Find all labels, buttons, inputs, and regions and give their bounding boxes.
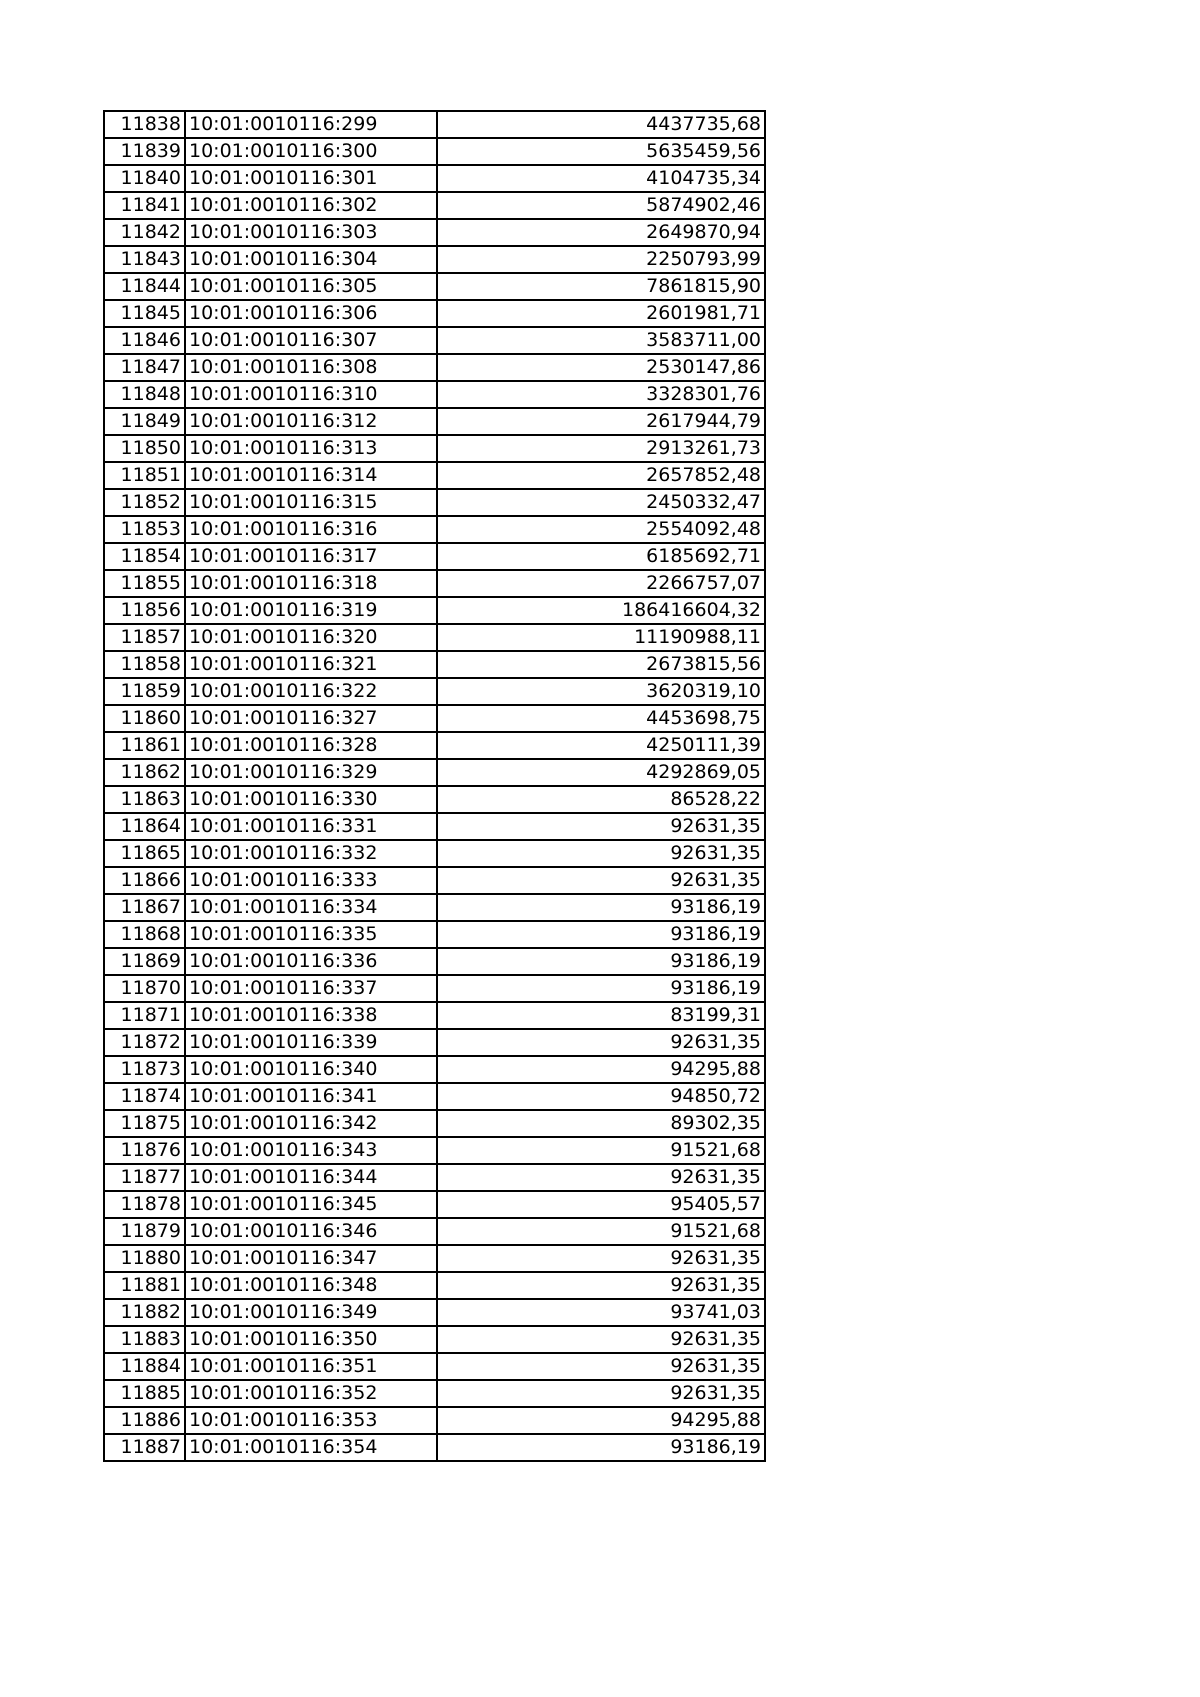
row-number-cell: 11840 xyxy=(104,165,185,192)
table-row xyxy=(104,408,765,435)
cadastral-value-cell: 4292869,05 xyxy=(437,759,765,786)
table-row xyxy=(104,192,765,219)
cadastral-value-cell: 3328301,76 xyxy=(437,381,765,408)
table-row xyxy=(104,462,765,489)
cadastral-value-cell: 92631,35 xyxy=(437,1245,765,1272)
table-row xyxy=(104,246,765,273)
cadastral-value-cell: 3620319,10 xyxy=(437,678,765,705)
cadastral-value-cell: 2657852,48 xyxy=(437,462,765,489)
table-row xyxy=(104,867,765,894)
table-row xyxy=(104,651,765,678)
row-number-cell: 11880 xyxy=(104,1245,185,1272)
cadastral-value-cell: 6185692,71 xyxy=(437,543,765,570)
cadastral-value-cell: 4437735,68 xyxy=(437,111,765,138)
cadastral-number-cell: 10:01:0010116:314 xyxy=(185,462,437,489)
cadastral-value-cell: 93186,19 xyxy=(437,1434,765,1461)
cadastral-number-cell: 10:01:0010116:313 xyxy=(185,435,437,462)
row-number-cell: 11863 xyxy=(104,786,185,813)
table-row xyxy=(104,1326,765,1353)
table-row xyxy=(104,1110,765,1137)
cadastral-value-cell: 2913261,73 xyxy=(437,435,765,462)
row-number-cell: 11868 xyxy=(104,921,185,948)
table-row xyxy=(104,1164,765,1191)
cadastral-number-cell: 10:01:0010116:339 xyxy=(185,1029,437,1056)
cadastral-value-cell: 92631,35 xyxy=(437,840,765,867)
cadastral-number-cell: 10:01:0010116:349 xyxy=(185,1299,437,1326)
row-number-cell: 11869 xyxy=(104,948,185,975)
cadastral-value-cell: 5874902,46 xyxy=(437,192,765,219)
row-number-cell: 11849 xyxy=(104,408,185,435)
table-row xyxy=(104,354,765,381)
cadastral-number-cell: 10:01:0010116:342 xyxy=(185,1110,437,1137)
cadastral-number-cell: 10:01:0010116:301 xyxy=(185,165,437,192)
row-number-cell: 11843 xyxy=(104,246,185,273)
cadastral-value-cell: 86528,22 xyxy=(437,786,765,813)
table-row xyxy=(104,1434,765,1461)
cadastral-value-cell: 93186,19 xyxy=(437,975,765,1002)
cadastral-number-cell: 10:01:0010116:304 xyxy=(185,246,437,273)
row-number-cell: 11871 xyxy=(104,1002,185,1029)
table-row xyxy=(104,840,765,867)
table-row xyxy=(104,975,765,1002)
cadastral-number-cell: 10:01:0010116:318 xyxy=(185,570,437,597)
cadastral-number-cell: 10:01:0010116:348 xyxy=(185,1272,437,1299)
cadastral-value-cell: 2617944,79 xyxy=(437,408,765,435)
row-number-cell: 11883 xyxy=(104,1326,185,1353)
cadastral-number-cell: 10:01:0010116:350 xyxy=(185,1326,437,1353)
cadastral-value-cell: 95405,57 xyxy=(437,1191,765,1218)
cadastral-number-cell: 10:01:0010116:299 xyxy=(185,111,437,138)
row-number-cell: 11885 xyxy=(104,1380,185,1407)
cadastral-number-cell: 10:01:0010116:305 xyxy=(185,273,437,300)
cadastral-number-cell: 10:01:0010116:353 xyxy=(185,1407,437,1434)
cadastral-value-cell: 186416604,32 xyxy=(437,597,765,624)
cadastral-number-cell: 10:01:0010116:337 xyxy=(185,975,437,1002)
cadastral-number-cell: 10:01:0010116:303 xyxy=(185,219,437,246)
cadastral-number-cell: 10:01:0010116:344 xyxy=(185,1164,437,1191)
table-row xyxy=(104,1299,765,1326)
table-body xyxy=(104,111,765,1461)
cadastral-value-cell: 93186,19 xyxy=(437,948,765,975)
cadastral-value-cell: 2250793,99 xyxy=(437,246,765,273)
cadastral-value-cell: 5635459,56 xyxy=(437,138,765,165)
row-number-cell: 11848 xyxy=(104,381,185,408)
cadastral-value-cell: 2266757,07 xyxy=(437,570,765,597)
row-number-cell: 11839 xyxy=(104,138,185,165)
cadastral-value-cell: 92631,35 xyxy=(437,1326,765,1353)
cadastral-value-cell: 92631,35 xyxy=(437,1164,765,1191)
cadastral-number-cell: 10:01:0010116:347 xyxy=(185,1245,437,1272)
table-row xyxy=(104,300,765,327)
table-row xyxy=(104,624,765,651)
cadastral-value-cell: 91521,68 xyxy=(437,1137,765,1164)
cadastral-value-cell: 92631,35 xyxy=(437,1272,765,1299)
table-row xyxy=(104,543,765,570)
cadastral-value-cell: 91521,68 xyxy=(437,1218,765,1245)
cadastral-number-cell: 10:01:0010116:328 xyxy=(185,732,437,759)
row-number-cell: 11853 xyxy=(104,516,185,543)
cadastral-value-cell: 2530147,86 xyxy=(437,354,765,381)
table-row xyxy=(104,570,765,597)
row-number-cell: 11873 xyxy=(104,1056,185,1083)
table-row xyxy=(104,435,765,462)
table-row xyxy=(104,786,765,813)
table-row xyxy=(104,894,765,921)
row-number-cell: 11854 xyxy=(104,543,185,570)
table-row xyxy=(104,111,765,138)
row-number-cell: 11884 xyxy=(104,1353,185,1380)
cadastral-value-cell: 93186,19 xyxy=(437,921,765,948)
cadastral-value-cell: 92631,35 xyxy=(437,1380,765,1407)
row-number-cell: 11882 xyxy=(104,1299,185,1326)
cadastral-value-cell: 92631,35 xyxy=(437,1029,765,1056)
cadastral-number-cell: 10:01:0010116:332 xyxy=(185,840,437,867)
cadastral-number-cell: 10:01:0010116:346 xyxy=(185,1218,437,1245)
cadastral-number-cell: 10:01:0010116:351 xyxy=(185,1353,437,1380)
cadastral-number-cell: 10:01:0010116:334 xyxy=(185,894,437,921)
row-number-cell: 11846 xyxy=(104,327,185,354)
row-number-cell: 11858 xyxy=(104,651,185,678)
cadastral-value-cell: 92631,35 xyxy=(437,1353,765,1380)
table-row xyxy=(104,327,765,354)
table-row xyxy=(104,1353,765,1380)
cadastral-number-cell: 10:01:0010116:354 xyxy=(185,1434,437,1461)
row-number-cell: 11852 xyxy=(104,489,185,516)
table-row xyxy=(104,165,765,192)
cadastral-value-cell: 2649870,94 xyxy=(437,219,765,246)
row-number-cell: 11872 xyxy=(104,1029,185,1056)
table-row xyxy=(104,219,765,246)
cadastral-number-cell: 10:01:0010116:341 xyxy=(185,1083,437,1110)
row-number-cell: 11857 xyxy=(104,624,185,651)
table-row xyxy=(104,273,765,300)
row-number-cell: 11850 xyxy=(104,435,185,462)
table-row xyxy=(104,1191,765,1218)
table-row xyxy=(104,1137,765,1164)
table-row xyxy=(104,1083,765,1110)
row-number-cell: 11845 xyxy=(104,300,185,327)
row-number-cell: 11851 xyxy=(104,462,185,489)
cadastral-value-cell: 93186,19 xyxy=(437,894,765,921)
cadastral-number-cell: 10:01:0010116:307 xyxy=(185,327,437,354)
table-row xyxy=(104,813,765,840)
row-number-cell: 11878 xyxy=(104,1191,185,1218)
row-number-cell: 11886 xyxy=(104,1407,185,1434)
cadastral-value-cell: 94850,72 xyxy=(437,1083,765,1110)
row-number-cell: 11855 xyxy=(104,570,185,597)
row-number-cell: 11864 xyxy=(104,813,185,840)
table-row xyxy=(104,921,765,948)
row-number-cell: 11876 xyxy=(104,1137,185,1164)
cadastral-number-cell: 10:01:0010116:322 xyxy=(185,678,437,705)
cadastral-number-cell: 10:01:0010116:329 xyxy=(185,759,437,786)
cadastral-value-cell: 3583711,00 xyxy=(437,327,765,354)
cadastral-number-cell: 10:01:0010116:300 xyxy=(185,138,437,165)
cadastral-number-cell: 10:01:0010116:338 xyxy=(185,1002,437,1029)
cadastral-value-cell: 2450332,47 xyxy=(437,489,765,516)
cadastral-number-cell: 10:01:0010116:306 xyxy=(185,300,437,327)
row-number-cell: 11859 xyxy=(104,678,185,705)
cadastral-number-cell: 10:01:0010116:316 xyxy=(185,516,437,543)
table-row xyxy=(104,1380,765,1407)
cadastral-value-cell: 89302,35 xyxy=(437,1110,765,1137)
table-row xyxy=(104,1002,765,1029)
cadastral-value-cell: 7861815,90 xyxy=(437,273,765,300)
cadastral-number-cell: 10:01:0010116:340 xyxy=(185,1056,437,1083)
cadastral-number-cell: 10:01:0010116:315 xyxy=(185,489,437,516)
table-row xyxy=(104,948,765,975)
table-row xyxy=(104,516,765,543)
row-number-cell: 11838 xyxy=(104,111,185,138)
cadastral-number-cell: 10:01:0010116:317 xyxy=(185,543,437,570)
cadastral-value-cell: 83199,31 xyxy=(437,1002,765,1029)
row-number-cell: 11865 xyxy=(104,840,185,867)
cadastral-value-cell: 92631,35 xyxy=(437,867,765,894)
row-number-cell: 11860 xyxy=(104,705,185,732)
row-number-cell: 11879 xyxy=(104,1218,185,1245)
row-number-cell: 11844 xyxy=(104,273,185,300)
row-number-cell: 11875 xyxy=(104,1110,185,1137)
cadastral-number-cell: 10:01:0010116:302 xyxy=(185,192,437,219)
cadastral-value-cell: 94295,88 xyxy=(437,1056,765,1083)
cadastral-number-cell: 10:01:0010116:327 xyxy=(185,705,437,732)
cadastral-value-cell: 94295,88 xyxy=(437,1407,765,1434)
row-number-cell: 11862 xyxy=(104,759,185,786)
table-row xyxy=(104,381,765,408)
cadastral-number-cell: 10:01:0010116:319 xyxy=(185,597,437,624)
row-number-cell: 11881 xyxy=(104,1272,185,1299)
table-row xyxy=(104,597,765,624)
row-number-cell: 11877 xyxy=(104,1164,185,1191)
row-number-cell: 11866 xyxy=(104,867,185,894)
cadastral-value-cell: 93741,03 xyxy=(437,1299,765,1326)
table-row xyxy=(104,138,765,165)
cadastral-number-cell: 10:01:0010116:308 xyxy=(185,354,437,381)
table-row xyxy=(104,1407,765,1434)
row-number-cell: 11847 xyxy=(104,354,185,381)
cadastral-number-cell: 10:01:0010116:345 xyxy=(185,1191,437,1218)
cadastral-number-cell: 10:01:0010116:336 xyxy=(185,948,437,975)
cadastral-number-cell: 10:01:0010116:335 xyxy=(185,921,437,948)
cadastral-value-cell: 2673815,56 xyxy=(437,651,765,678)
row-number-cell: 11842 xyxy=(104,219,185,246)
table-row xyxy=(104,1218,765,1245)
table-row xyxy=(104,1245,765,1272)
cadastral-value-cell: 11190988,11 xyxy=(437,624,765,651)
row-number-cell: 11870 xyxy=(104,975,185,1002)
table-row xyxy=(104,489,765,516)
row-number-cell: 11856 xyxy=(104,597,185,624)
cadastral-value-table xyxy=(103,110,766,1462)
cadastral-value-cell: 92631,35 xyxy=(437,813,765,840)
cadastral-number-cell: 10:01:0010116:343 xyxy=(185,1137,437,1164)
cadastral-value-cell: 4104735,34 xyxy=(437,165,765,192)
cadastral-value-cell: 4250111,39 xyxy=(437,732,765,759)
row-number-cell: 11841 xyxy=(104,192,185,219)
cadastral-number-cell: 10:01:0010116:352 xyxy=(185,1380,437,1407)
table-row xyxy=(104,1029,765,1056)
row-number-cell: 11861 xyxy=(104,732,185,759)
table-row xyxy=(104,705,765,732)
table-row xyxy=(104,678,765,705)
cadastral-value-cell: 2554092,48 xyxy=(437,516,765,543)
cadastral-number-cell: 10:01:0010116:321 xyxy=(185,651,437,678)
table-row xyxy=(104,732,765,759)
cadastral-number-cell: 10:01:0010116:330 xyxy=(185,786,437,813)
cadastral-number-cell: 10:01:0010116:310 xyxy=(185,381,437,408)
cadastral-number-cell: 10:01:0010116:320 xyxy=(185,624,437,651)
row-number-cell: 11887 xyxy=(104,1434,185,1461)
cadastral-value-cell: 4453698,75 xyxy=(437,705,765,732)
table-row xyxy=(104,759,765,786)
cadastral-number-cell: 10:01:0010116:331 xyxy=(185,813,437,840)
cadastral-number-cell: 10:01:0010116:333 xyxy=(185,867,437,894)
row-number-cell: 11874 xyxy=(104,1083,185,1110)
cadastral-value-cell: 2601981,71 xyxy=(437,300,765,327)
table-row xyxy=(104,1056,765,1083)
row-number-cell: 11867 xyxy=(104,894,185,921)
cadastral-number-cell: 10:01:0010116:312 xyxy=(185,408,437,435)
table-row xyxy=(104,1272,765,1299)
